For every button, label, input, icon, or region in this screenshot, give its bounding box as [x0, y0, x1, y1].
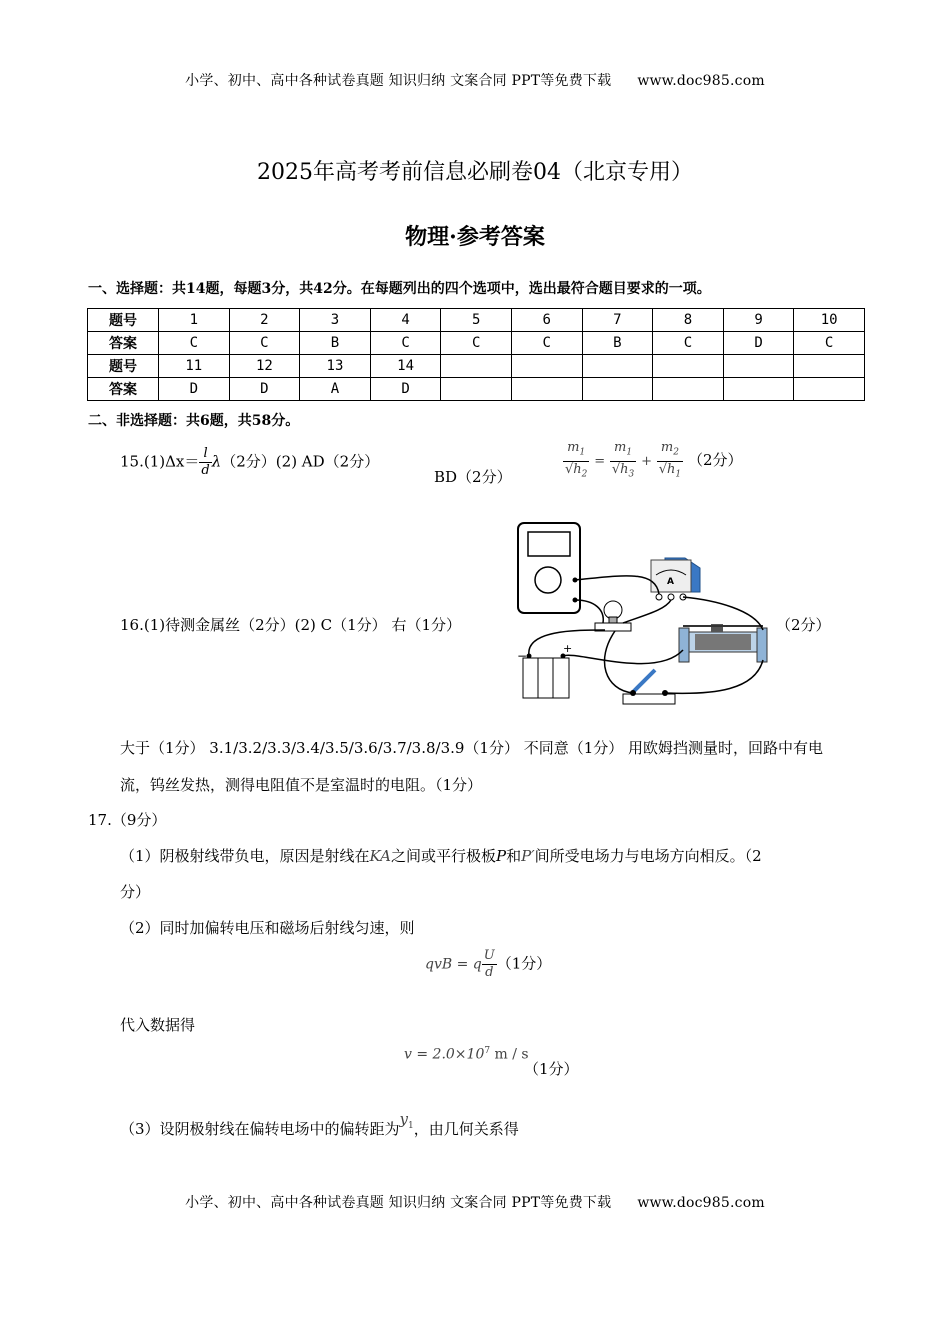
table-cell: C: [511, 332, 582, 355]
q15-line: [120, 446, 379, 479]
eq1-left: qvB = q: [425, 956, 482, 973]
q16-line2: 大于（1分） 3.1/3.2/3.3/3.4/3.5/3.6/3.7/3.8/3.9（1分） 不同意（1分） 用欧姆挡测量时，回路中有电: [120, 739, 824, 757]
table-cell: 8: [653, 309, 724, 332]
table-cell: 题号: [88, 355, 159, 378]
eq-subscript: 1: [579, 447, 586, 458]
header-site[interactable]: www.doc985.com: [637, 73, 765, 89]
table-cell: B: [300, 332, 371, 355]
eq2-exponent: 7: [484, 1046, 491, 1056]
q17-symbol-p: P: [496, 847, 507, 865]
eq-symbol: m: [614, 440, 627, 455]
eq-symbol: h: [667, 461, 676, 477]
table-cell: 题号: [88, 309, 159, 332]
header-text: 小学、初中、高中各种试卷真题 知识归纳 文案合同 PPT等免费下载: [185, 73, 612, 89]
section2-heading: 二、非选择题：共6题，共58分。: [88, 413, 300, 429]
eq-subscript: 1: [675, 469, 682, 480]
q17-part4: [120, 1110, 519, 1141]
q17-part2: （2）同时加偏转电压和磁场后射线匀速，则: [120, 919, 415, 937]
fraction-numerator: l: [199, 446, 211, 463]
table-row: [88, 309, 865, 332]
eq-subscript: 2: [581, 469, 588, 480]
q15-bd: BD（2分）: [434, 468, 512, 486]
eq2-unit: m / s: [490, 1046, 529, 1063]
circuit-diagram: [515, 520, 770, 720]
battery-icon: [517, 642, 572, 698]
q15-score3: （2分）: [687, 451, 743, 470]
table-row: [88, 378, 865, 401]
table-cell: [794, 378, 865, 401]
eq1-score: （1分）: [496, 954, 552, 973]
footer-site[interactable]: www.doc985.com: [637, 1195, 765, 1211]
q17-equation2: [404, 1046, 529, 1063]
table-cell: C: [229, 332, 300, 355]
q17-text: 间所受电场力与电场方向相反。（2: [534, 847, 762, 865]
table-cell: C: [653, 332, 724, 355]
bulb-icon: [595, 601, 631, 631]
page-title: 2025年高考考前信息必刷卷04（北京专用）: [257, 160, 693, 185]
table-cell: 2: [229, 309, 300, 332]
multimeter-icon: [518, 523, 580, 613]
table-cell: 11: [159, 355, 230, 378]
table-cell: [441, 355, 512, 378]
table-cell: 1: [159, 309, 230, 332]
eq-plus: +: [641, 454, 652, 470]
eq-equals: =: [594, 454, 606, 470]
fraction-denominator: d: [485, 965, 494, 980]
eq-symbol: m: [660, 440, 674, 455]
table-cell: 4: [370, 309, 441, 332]
table-cell: 3: [300, 309, 371, 332]
q15-fraction: [199, 446, 211, 479]
table-cell: C: [159, 332, 230, 355]
table-cell: D: [229, 378, 300, 401]
q16-score-right: （2分）: [776, 616, 831, 634]
table-cell: D: [723, 332, 794, 355]
table-cell: C: [794, 332, 865, 355]
q15-score1: （2分）(2) AD（2分）: [221, 452, 380, 471]
eq2-score: （1分）: [524, 1060, 579, 1078]
page-header: [0, 70, 950, 90]
table-cell: [723, 355, 794, 378]
table-cell: 9: [723, 309, 794, 332]
ammeter-label: A: [667, 577, 674, 587]
table-cell: [582, 355, 653, 378]
table-cell: [582, 378, 653, 401]
switch-icon: [623, 670, 675, 704]
table-cell: B: [582, 332, 653, 355]
table-cell: C: [441, 332, 512, 355]
table-cell: D: [370, 378, 441, 401]
eq-symbol: h: [573, 461, 582, 477]
answer-table: [87, 308, 865, 401]
eq-frac-1: $\frac{m_1}{√h_2}$: [565, 440, 588, 480]
q16-line1: 16.(1)待测金属丝（2分）(2) C（1分） 右（1分）: [120, 616, 461, 634]
q17-symbol-pprime: P′: [521, 847, 535, 865]
footer-text: 小学、初中、高中各种试卷真题 知识归纳 文案合同 PPT等免费下载: [185, 1195, 612, 1211]
table-cell: [441, 378, 512, 401]
table-cell: [511, 355, 582, 378]
table-cell: 6: [511, 309, 582, 332]
q17-subscript: 1: [408, 1121, 414, 1131]
table-row: [88, 355, 865, 378]
battery-plus: +: [563, 642, 573, 655]
q17-text: 和: [506, 847, 522, 865]
table-cell: A: [300, 378, 371, 401]
eq-symbol: h: [620, 461, 629, 477]
q15-equation: [563, 440, 742, 482]
table-cell: 7: [582, 309, 653, 332]
page-footer: [0, 1192, 950, 1212]
section1-heading: 一、选择题：共14题，每题3分，共42分。在每题列出的四个选项中，选出最符合题目要求的一项。: [88, 281, 711, 297]
q15-lambda: λ: [211, 452, 222, 471]
battery-minus: −: [517, 649, 528, 663]
table-cell: 10: [794, 309, 865, 332]
table-cell: 12: [229, 355, 300, 378]
table-cell: [723, 378, 794, 401]
page-subtitle: 物理·参考答案: [405, 224, 545, 250]
q15-prefix: 15.(1)Δx＝: [120, 452, 200, 471]
table-cell: 13: [300, 355, 371, 378]
eq-frac-2: $\frac{m_1}{√h_3}$: [611, 440, 635, 480]
q17-text: （3）设阴极射线在偏转电场中的偏转距为: [120, 1120, 400, 1138]
table-cell: 5: [441, 309, 512, 332]
eq-subscript: 3: [628, 469, 635, 480]
q17-part1: [120, 845, 762, 866]
table-cell: [511, 378, 582, 401]
table-row: [88, 332, 865, 355]
eq-subscript: 2: [673, 447, 679, 458]
fraction-denominator: d: [201, 463, 210, 478]
table-cell: [653, 378, 724, 401]
q17-text: ，由几何关系得: [413, 1120, 519, 1138]
fraction-numerator: U: [483, 948, 495, 963]
q17-symbol-y: y: [399, 1110, 409, 1128]
eq2-text: v = 2.0×10: [404, 1046, 485, 1063]
q17-text: 之间或平行极板: [390, 847, 496, 865]
q17-part1-end: 分）: [120, 883, 151, 901]
eq-frac-3: $\frac{m_2}{√h_1}$: [658, 440, 682, 480]
q17-equation1: [425, 948, 551, 981]
table-cell: C: [370, 332, 441, 355]
q17-part3: 代入数据得: [120, 1016, 196, 1034]
table-cell: D: [159, 378, 230, 401]
rheostat-icon: [679, 624, 767, 662]
q17-text: （1）阴极射线带负电，原因是射线在: [120, 847, 370, 865]
q17-heading: 17.（9分）: [88, 811, 167, 829]
table-cell: 答案: [88, 332, 159, 355]
eq1-fraction: [482, 948, 497, 981]
table-cell: 14: [370, 355, 441, 378]
table-cell: [794, 355, 865, 378]
eq-subscript: 1: [626, 447, 633, 458]
table-cell: [653, 355, 724, 378]
q17-symbol-ka: KA: [369, 847, 391, 865]
eq-symbol: m: [567, 440, 580, 455]
table-cell: 答案: [88, 378, 159, 401]
q16-line3: 流，钨丝发热，测得电阻值不是室温时的电阻。（1分）: [120, 776, 483, 794]
